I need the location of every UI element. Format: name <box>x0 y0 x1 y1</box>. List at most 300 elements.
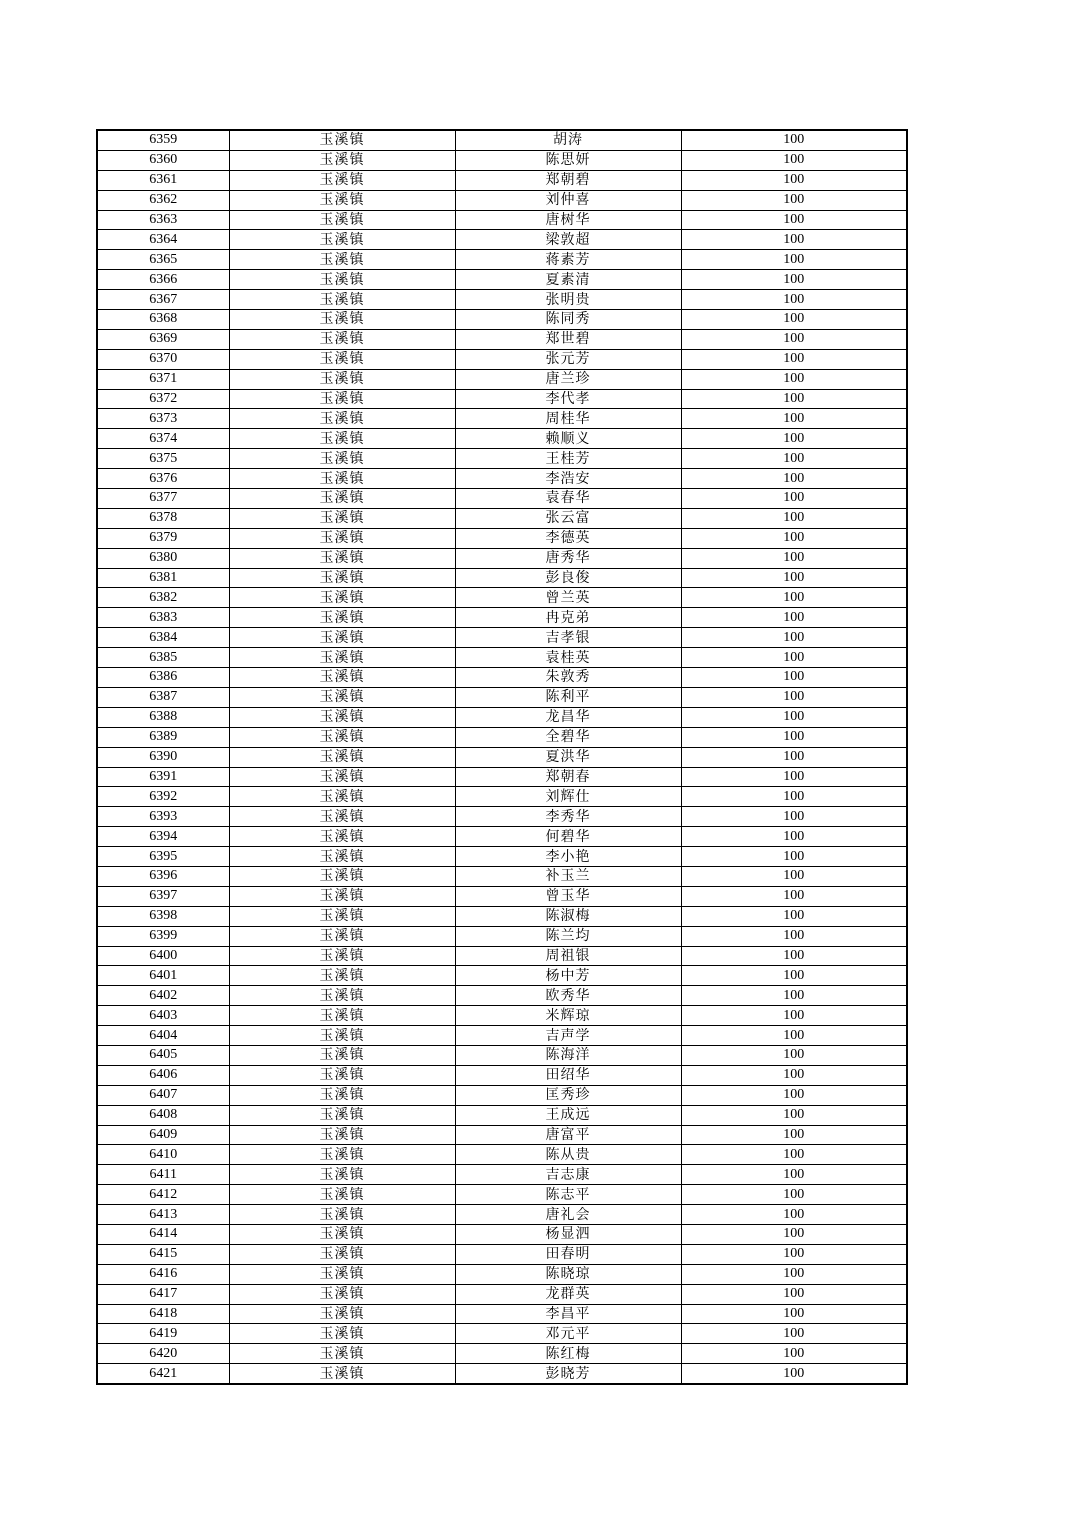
table-row <box>97 290 907 310</box>
table-row <box>97 489 907 509</box>
amount-cell: 100 <box>681 648 907 668</box>
amount-cell: 100 <box>681 449 907 469</box>
serial-number-cell: 6367 <box>97 290 229 310</box>
table-row <box>97 1324 907 1344</box>
name-cell: 邓元平 <box>455 1324 681 1344</box>
amount-cell: 100 <box>681 727 907 747</box>
table-row <box>97 588 907 608</box>
name-cell: 夏洪华 <box>455 747 681 767</box>
data-table <box>96 129 908 1385</box>
table-row <box>97 946 907 966</box>
table-row <box>97 1026 907 1046</box>
table-row <box>97 548 907 568</box>
serial-number-cell: 6365 <box>97 250 229 270</box>
serial-number-cell: 6373 <box>97 409 229 429</box>
amount-cell: 100 <box>681 310 907 330</box>
amount-cell: 100 <box>681 508 907 528</box>
town-cell: 玉溪镇 <box>229 767 455 787</box>
name-cell: 王桂芳 <box>455 449 681 469</box>
name-cell: 陈志平 <box>455 1185 681 1205</box>
serial-number-cell: 6383 <box>97 608 229 628</box>
serial-number-cell: 6390 <box>97 747 229 767</box>
amount-cell: 100 <box>681 270 907 290</box>
amount-cell: 100 <box>681 429 907 449</box>
table-row <box>97 906 907 926</box>
name-cell: 彭晓芳 <box>455 1364 681 1384</box>
amount-cell: 100 <box>681 1105 907 1125</box>
town-cell: 玉溪镇 <box>229 429 455 449</box>
name-cell: 何碧华 <box>455 827 681 847</box>
table-row <box>97 687 907 707</box>
name-cell: 周祖银 <box>455 946 681 966</box>
town-cell: 玉溪镇 <box>229 369 455 389</box>
table-row <box>97 827 907 847</box>
town-cell: 玉溪镇 <box>229 687 455 707</box>
town-cell: 玉溪镇 <box>229 508 455 528</box>
table-row <box>97 648 907 668</box>
town-cell: 玉溪镇 <box>229 449 455 469</box>
town-cell: 玉溪镇 <box>229 1006 455 1026</box>
table-row <box>97 668 907 688</box>
town-cell: 玉溪镇 <box>229 866 455 886</box>
table-row <box>97 329 907 349</box>
amount-cell: 100 <box>681 687 907 707</box>
name-cell: 郑朝碧 <box>455 170 681 190</box>
amount-cell: 100 <box>681 628 907 648</box>
town-cell: 玉溪镇 <box>229 1244 455 1264</box>
amount-cell: 100 <box>681 389 907 409</box>
name-cell: 龙群英 <box>455 1284 681 1304</box>
town-cell: 玉溪镇 <box>229 1264 455 1284</box>
town-cell: 玉溪镇 <box>229 210 455 230</box>
amount-cell: 100 <box>681 1304 907 1324</box>
serial-number-cell: 6414 <box>97 1224 229 1244</box>
town-cell: 玉溪镇 <box>229 1185 455 1205</box>
serial-number-cell: 6419 <box>97 1324 229 1344</box>
table-row <box>97 150 907 170</box>
serial-number-cell: 6391 <box>97 767 229 787</box>
town-cell: 玉溪镇 <box>229 170 455 190</box>
serial-number-cell: 6377 <box>97 489 229 509</box>
serial-number-cell: 6403 <box>97 1006 229 1026</box>
serial-number-cell: 6372 <box>97 389 229 409</box>
serial-number-cell: 6370 <box>97 349 229 369</box>
serial-number-cell: 6376 <box>97 469 229 489</box>
name-cell: 唐秀华 <box>455 548 681 568</box>
name-cell: 冉克弟 <box>455 608 681 628</box>
amount-cell: 100 <box>681 847 907 867</box>
name-cell: 夏素清 <box>455 270 681 290</box>
name-cell: 袁桂英 <box>455 648 681 668</box>
name-cell: 吉孝银 <box>455 628 681 648</box>
town-cell: 玉溪镇 <box>229 1364 455 1384</box>
town-cell: 玉溪镇 <box>229 469 455 489</box>
serial-number-cell: 6408 <box>97 1105 229 1125</box>
table-row <box>97 926 907 946</box>
serial-number-cell: 6364 <box>97 230 229 250</box>
amount-cell: 100 <box>681 986 907 1006</box>
name-cell: 补玉兰 <box>455 866 681 886</box>
amount-cell: 100 <box>681 170 907 190</box>
amount-cell: 100 <box>681 548 907 568</box>
town-cell: 玉溪镇 <box>229 1284 455 1304</box>
table-row <box>97 1205 907 1225</box>
amount-cell: 100 <box>681 528 907 548</box>
amount-cell: 100 <box>681 707 907 727</box>
town-cell: 玉溪镇 <box>229 1045 455 1065</box>
amount-cell: 100 <box>681 1165 907 1185</box>
name-cell: 陈海洋 <box>455 1045 681 1065</box>
town-cell: 玉溪镇 <box>229 1085 455 1105</box>
amount-cell: 100 <box>681 1145 907 1165</box>
table-row <box>97 1244 907 1264</box>
table-row <box>97 608 907 628</box>
name-cell: 张元芳 <box>455 349 681 369</box>
serial-number-cell: 6402 <box>97 986 229 1006</box>
serial-number-cell: 6385 <box>97 648 229 668</box>
name-cell: 曾兰英 <box>455 588 681 608</box>
town-cell: 玉溪镇 <box>229 727 455 747</box>
table-row <box>97 1304 907 1324</box>
table-row <box>97 866 907 886</box>
town-cell: 玉溪镇 <box>229 250 455 270</box>
name-cell: 陈同秀 <box>455 310 681 330</box>
serial-number-cell: 6388 <box>97 707 229 727</box>
town-cell: 玉溪镇 <box>229 588 455 608</box>
amount-cell: 100 <box>681 866 907 886</box>
amount-cell: 100 <box>681 369 907 389</box>
serial-number-cell: 6420 <box>97 1344 229 1364</box>
amount-cell: 100 <box>681 1026 907 1046</box>
serial-number-cell: 6395 <box>97 847 229 867</box>
amount-cell: 100 <box>681 1205 907 1225</box>
amount-cell: 100 <box>681 906 907 926</box>
name-cell: 匡秀珍 <box>455 1085 681 1105</box>
town-cell: 玉溪镇 <box>229 1165 455 1185</box>
table-row <box>97 886 907 906</box>
serial-number-cell: 6405 <box>97 1045 229 1065</box>
town-cell: 玉溪镇 <box>229 270 455 290</box>
town-cell: 玉溪镇 <box>229 906 455 926</box>
table-row <box>97 270 907 290</box>
table-row <box>97 469 907 489</box>
table-row <box>97 1085 907 1105</box>
name-cell: 唐富平 <box>455 1125 681 1145</box>
name-cell: 蒋素芳 <box>455 250 681 270</box>
table-row <box>97 966 907 986</box>
town-cell: 玉溪镇 <box>229 886 455 906</box>
table-row <box>97 1105 907 1125</box>
town-cell: 玉溪镇 <box>229 1065 455 1085</box>
table-row <box>97 727 907 747</box>
town-cell: 玉溪镇 <box>229 130 455 150</box>
serial-number-cell: 6374 <box>97 429 229 449</box>
table-row <box>97 986 907 1006</box>
amount-cell: 100 <box>681 568 907 588</box>
amount-cell: 100 <box>681 668 907 688</box>
name-cell: 吉声学 <box>455 1026 681 1046</box>
serial-number-cell: 6386 <box>97 668 229 688</box>
name-cell: 陈淑梅 <box>455 906 681 926</box>
table-row <box>97 230 907 250</box>
amount-cell: 100 <box>681 230 907 250</box>
serial-number-cell: 6417 <box>97 1284 229 1304</box>
table-row <box>97 210 907 230</box>
serial-number-cell: 6393 <box>97 807 229 827</box>
town-cell: 玉溪镇 <box>229 1026 455 1046</box>
name-cell: 王成远 <box>455 1105 681 1125</box>
name-cell: 杨中芳 <box>455 966 681 986</box>
amount-cell: 100 <box>681 329 907 349</box>
town-cell: 玉溪镇 <box>229 926 455 946</box>
amount-cell: 100 <box>681 489 907 509</box>
name-cell: 唐树华 <box>455 210 681 230</box>
serial-number-cell: 6371 <box>97 369 229 389</box>
town-cell: 玉溪镇 <box>229 986 455 1006</box>
town-cell: 玉溪镇 <box>229 946 455 966</box>
serial-number-cell: 6400 <box>97 946 229 966</box>
town-cell: 玉溪镇 <box>229 707 455 727</box>
serial-number-cell: 6394 <box>97 827 229 847</box>
name-cell: 郑世碧 <box>455 329 681 349</box>
table-row <box>97 170 907 190</box>
table-row <box>97 449 907 469</box>
name-cell: 郑朝春 <box>455 767 681 787</box>
serial-number-cell: 6406 <box>97 1065 229 1085</box>
name-cell: 陈兰均 <box>455 926 681 946</box>
table-row <box>97 787 907 807</box>
name-cell: 袁春华 <box>455 489 681 509</box>
name-cell: 米辉琼 <box>455 1006 681 1026</box>
name-cell: 彭良俊 <box>455 568 681 588</box>
town-cell: 玉溪镇 <box>229 568 455 588</box>
serial-number-cell: 6387 <box>97 687 229 707</box>
table-row <box>97 1165 907 1185</box>
amount-cell: 100 <box>681 827 907 847</box>
serial-number-cell: 6416 <box>97 1264 229 1284</box>
table-row <box>97 568 907 588</box>
town-cell: 玉溪镇 <box>229 389 455 409</box>
amount-cell: 100 <box>681 608 907 628</box>
table-row <box>97 1065 907 1085</box>
serial-number-cell: 6378 <box>97 508 229 528</box>
town-cell: 玉溪镇 <box>229 1125 455 1145</box>
town-cell: 玉溪镇 <box>229 409 455 429</box>
table-row <box>97 628 907 648</box>
serial-number-cell: 6368 <box>97 310 229 330</box>
amount-cell: 100 <box>681 1364 907 1384</box>
name-cell: 陈从贵 <box>455 1145 681 1165</box>
table-row <box>97 250 907 270</box>
serial-number-cell: 6360 <box>97 150 229 170</box>
amount-cell: 100 <box>681 966 907 986</box>
name-cell: 田绍华 <box>455 1065 681 1085</box>
name-cell: 李秀华 <box>455 807 681 827</box>
serial-number-cell: 6363 <box>97 210 229 230</box>
town-cell: 玉溪镇 <box>229 310 455 330</box>
serial-number-cell: 6396 <box>97 866 229 886</box>
name-cell: 李德英 <box>455 528 681 548</box>
amount-cell: 100 <box>681 767 907 787</box>
serial-number-cell: 6382 <box>97 588 229 608</box>
name-cell: 杨显泗 <box>455 1224 681 1244</box>
town-cell: 玉溪镇 <box>229 489 455 509</box>
serial-number-cell: 6362 <box>97 190 229 210</box>
serial-number-cell: 6375 <box>97 449 229 469</box>
name-cell: 唐礼会 <box>455 1205 681 1225</box>
town-cell: 玉溪镇 <box>229 230 455 250</box>
amount-cell: 100 <box>681 210 907 230</box>
table-row <box>97 847 907 867</box>
town-cell: 玉溪镇 <box>229 628 455 648</box>
table-row <box>97 1364 907 1384</box>
name-cell: 吉志康 <box>455 1165 681 1185</box>
name-cell: 全碧华 <box>455 727 681 747</box>
amount-cell: 100 <box>681 787 907 807</box>
amount-cell: 100 <box>681 807 907 827</box>
name-cell: 唐兰珍 <box>455 369 681 389</box>
amount-cell: 100 <box>681 290 907 310</box>
serial-number-cell: 6415 <box>97 1244 229 1264</box>
amount-cell: 100 <box>681 926 907 946</box>
name-cell: 欧秀华 <box>455 986 681 1006</box>
town-cell: 玉溪镇 <box>229 290 455 310</box>
amount-cell: 100 <box>681 349 907 369</box>
table-row <box>97 807 907 827</box>
table-row <box>97 369 907 389</box>
town-cell: 玉溪镇 <box>229 608 455 628</box>
amount-cell: 100 <box>681 1125 907 1145</box>
table-row <box>97 310 907 330</box>
serial-number-cell: 6359 <box>97 130 229 150</box>
town-cell: 玉溪镇 <box>229 966 455 986</box>
amount-cell: 100 <box>681 886 907 906</box>
amount-cell: 100 <box>681 1244 907 1264</box>
name-cell: 赖顺义 <box>455 429 681 449</box>
amount-cell: 100 <box>681 1324 907 1344</box>
name-cell: 陈红梅 <box>455 1344 681 1364</box>
town-cell: 玉溪镇 <box>229 1324 455 1344</box>
serial-number-cell: 6381 <box>97 568 229 588</box>
table-row <box>97 508 907 528</box>
town-cell: 玉溪镇 <box>229 1145 455 1165</box>
table-row <box>97 1344 907 1364</box>
table-row <box>97 1125 907 1145</box>
name-cell: 陈利平 <box>455 687 681 707</box>
table-row <box>97 1185 907 1205</box>
town-cell: 玉溪镇 <box>229 747 455 767</box>
name-cell: 李代孝 <box>455 389 681 409</box>
serial-number-cell: 6369 <box>97 329 229 349</box>
table-row <box>97 1145 907 1165</box>
serial-number-cell: 6399 <box>97 926 229 946</box>
table-row <box>97 528 907 548</box>
serial-number-cell: 6392 <box>97 787 229 807</box>
town-cell: 玉溪镇 <box>229 548 455 568</box>
amount-cell: 100 <box>681 1006 907 1026</box>
name-cell: 周桂华 <box>455 409 681 429</box>
serial-number-cell: 6410 <box>97 1145 229 1165</box>
amount-cell: 100 <box>681 1264 907 1284</box>
town-cell: 玉溪镇 <box>229 190 455 210</box>
town-cell: 玉溪镇 <box>229 807 455 827</box>
town-cell: 玉溪镇 <box>229 1105 455 1125</box>
amount-cell: 100 <box>681 1065 907 1085</box>
table-row <box>97 747 907 767</box>
amount-cell: 100 <box>681 1045 907 1065</box>
serial-number-cell: 6389 <box>97 727 229 747</box>
name-cell: 张云富 <box>455 508 681 528</box>
table-body <box>97 130 907 1384</box>
amount-cell: 100 <box>681 588 907 608</box>
town-cell: 玉溪镇 <box>229 1205 455 1225</box>
name-cell: 李浩安 <box>455 469 681 489</box>
name-cell: 陈晓琼 <box>455 1264 681 1284</box>
amount-cell: 100 <box>681 130 907 150</box>
name-cell: 龙昌华 <box>455 707 681 727</box>
town-cell: 玉溪镇 <box>229 827 455 847</box>
name-cell: 刘辉仕 <box>455 787 681 807</box>
serial-number-cell: 6384 <box>97 628 229 648</box>
name-cell: 刘仲喜 <box>455 190 681 210</box>
amount-cell: 100 <box>681 1224 907 1244</box>
table-row <box>97 409 907 429</box>
serial-number-cell: 6401 <box>97 966 229 986</box>
name-cell: 张明贵 <box>455 290 681 310</box>
table-row <box>97 1284 907 1304</box>
amount-cell: 100 <box>681 946 907 966</box>
amount-cell: 100 <box>681 1284 907 1304</box>
table-row <box>97 707 907 727</box>
serial-number-cell: 6411 <box>97 1165 229 1185</box>
table-row <box>97 190 907 210</box>
name-cell: 田春明 <box>455 1244 681 1264</box>
table-row <box>97 389 907 409</box>
town-cell: 玉溪镇 <box>229 668 455 688</box>
town-cell: 玉溪镇 <box>229 349 455 369</box>
table-row <box>97 429 907 449</box>
name-cell: 曾玉华 <box>455 886 681 906</box>
amount-cell: 100 <box>681 409 907 429</box>
serial-number-cell: 6418 <box>97 1304 229 1324</box>
serial-number-cell: 6379 <box>97 528 229 548</box>
serial-number-cell: 6413 <box>97 1205 229 1225</box>
serial-number-cell: 6407 <box>97 1085 229 1105</box>
amount-cell: 100 <box>681 469 907 489</box>
town-cell: 玉溪镇 <box>229 847 455 867</box>
table-row <box>97 1045 907 1065</box>
amount-cell: 100 <box>681 150 907 170</box>
name-cell: 胡涛 <box>455 130 681 150</box>
table-row <box>97 1224 907 1244</box>
serial-number-cell: 6366 <box>97 270 229 290</box>
table-row <box>97 349 907 369</box>
name-cell: 李小艳 <box>455 847 681 867</box>
serial-number-cell: 6404 <box>97 1026 229 1046</box>
serial-number-cell: 6421 <box>97 1364 229 1384</box>
town-cell: 玉溪镇 <box>229 1304 455 1324</box>
serial-number-cell: 6380 <box>97 548 229 568</box>
name-cell: 陈思妍 <box>455 150 681 170</box>
amount-cell: 100 <box>681 1085 907 1105</box>
serial-number-cell: 6409 <box>97 1125 229 1145</box>
serial-number-cell: 6397 <box>97 886 229 906</box>
name-cell: 李昌平 <box>455 1304 681 1324</box>
name-cell: 梁敦超 <box>455 230 681 250</box>
table-row <box>97 1006 907 1026</box>
amount-cell: 100 <box>681 250 907 270</box>
town-cell: 玉溪镇 <box>229 150 455 170</box>
